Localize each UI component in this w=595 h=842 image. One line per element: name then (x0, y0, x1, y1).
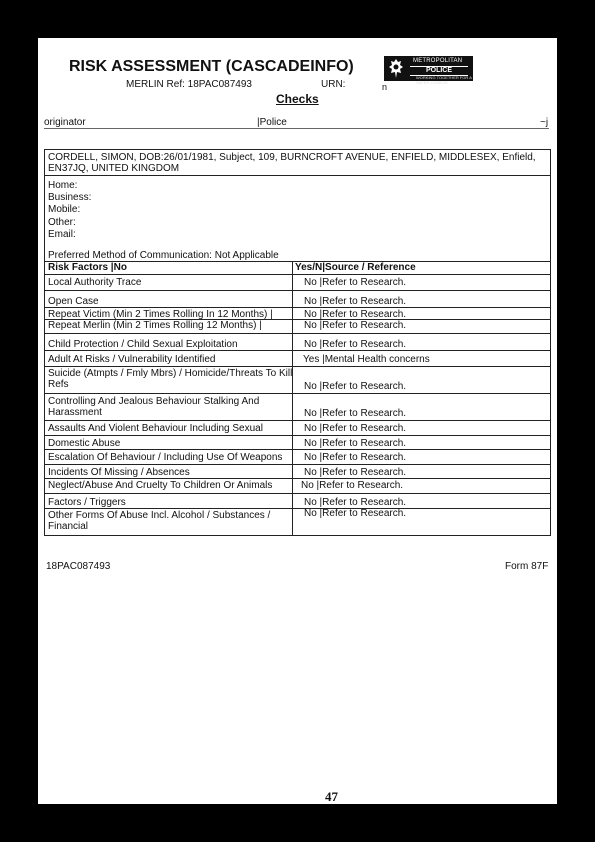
preferred-method: Preferred Method of Communication: Not Applicable (48, 250, 279, 261)
row-divider (45, 393, 550, 394)
risk-value: No |Refer to Research. (304, 339, 407, 350)
risk-factor-row: Open Case (48, 296, 99, 307)
contact-other: Other: (48, 217, 76, 228)
row-divider (45, 333, 550, 334)
crest-icon (388, 58, 404, 79)
risk-factor-row: Assaults And Violent Behaviour Including Sexual (48, 423, 263, 434)
risk-value: No |Refer to Research. (304, 296, 407, 307)
divider (45, 274, 550, 275)
risk-value: No |Refer to Research. (301, 480, 404, 491)
merlin-ref: MERLIN Ref: 18PAC087493 (126, 79, 252, 90)
row-divider (45, 420, 550, 421)
document-title: RISK ASSESSMENT (CASCADEINFO) (69, 58, 354, 75)
risk-factor-row: Neglect/Abuse And Cruelty To Children Or Animals (48, 480, 273, 491)
document-page (38, 38, 557, 804)
row-divider (45, 435, 550, 436)
row-divider (45, 350, 550, 351)
row-divider (45, 366, 550, 367)
met-police-logo (384, 56, 473, 85)
page-number: 47 (325, 789, 338, 804)
risk-value: No |Refer to Research. (304, 320, 407, 331)
risk-value: No |Refer to Research. (304, 497, 407, 508)
risk-value: No |Refer to Research. (304, 508, 407, 519)
risk-factor-row: Adult At Risks / Vulnerability Identified (48, 354, 216, 365)
originator-value: |Police (257, 117, 287, 128)
row-divider (45, 464, 550, 465)
risk-factor-row: Factors / Triggers (48, 497, 126, 508)
risk-value: No |Refer to Research. (304, 381, 407, 392)
risk-factor-row: Controlling And Jealous Behaviour Stalking And Harassment (48, 396, 260, 418)
risk-factor-row: Repeat Merlin (Min 2 Times Rolling 12 Months) | (48, 320, 262, 331)
row-divider (45, 290, 550, 291)
footer-form-number: Form 87F (505, 561, 549, 572)
risk-factor-row: Domestic Abuse (48, 438, 121, 449)
originator-end-mark: ~j (540, 117, 549, 128)
logo-police-text: POLICE (410, 66, 468, 76)
risk-factor-row: Repeat Victim (Min 2 Times Rolling In 12 Months) | (48, 309, 273, 320)
originator-label: originator (44, 117, 86, 128)
risk-value: No |Refer to Research. (304, 408, 407, 419)
contact-home: Home: (48, 180, 78, 191)
risk-assessment-box (44, 149, 551, 536)
risk-factor-row: Suicide (Atmpts / Fmly Mbrs) / Homicide/Threats To Kill Refs (48, 368, 293, 390)
risk-value: Yes |Mental Health concerns (303, 354, 430, 365)
risk-value: No |Refer to Research. (304, 309, 407, 320)
source-reference-header: Yes/N|Source / Reference (295, 262, 416, 273)
risk-factor-row: Child Protection / Child Sexual Exploitation (48, 339, 238, 350)
checks-heading: Checks (276, 92, 319, 106)
risk-value: No |Refer to Research. (304, 423, 407, 434)
contact-mobile: Mobile: (48, 204, 81, 215)
risk-factors-header: Risk Factors |No (48, 262, 127, 273)
risk-value: No |Refer to Research. (304, 467, 407, 478)
row-divider (45, 478, 550, 479)
row-divider (45, 508, 550, 509)
risk-factor-row: Escalation Of Behaviour / Including Use Of Weapons (48, 452, 283, 463)
urn-value: n (382, 82, 388, 92)
row-divider (45, 493, 550, 494)
originator-row (44, 117, 549, 129)
contact-email: Email: (48, 229, 76, 240)
divider (45, 175, 550, 176)
row-divider (45, 449, 550, 450)
contact-business: Business: (48, 192, 92, 203)
risk-value: No |Refer to Research. (304, 452, 407, 463)
urn-label: URN: (321, 79, 346, 90)
risk-factor-row: Incidents Of Missing / Absences (48, 467, 190, 478)
footer-reference: 18PAC087493 (46, 561, 111, 572)
subject-details: CORDELL, SIMON, DOB:26/01/1981, Subject, 109, BURNCROFT AVENUE, ENFIELD, MIDDLESEX, Enfield, EN37JQ, UNITED KINGDOM (48, 152, 536, 174)
row-divider (45, 307, 550, 308)
risk-value: No |Refer to Research. (304, 438, 407, 449)
risk-factor-row: Local Authority Trace (48, 277, 142, 288)
logo-top-text: METROPOLITAN (413, 58, 463, 64)
logo-tagline: WORKING TOGETHER FOR A SAFER LONDON (416, 75, 472, 85)
risk-value: No |Refer to Research. (304, 277, 407, 288)
risk-factor-row: Other Forms Of Abuse Incl. Alcohol / Substances / Financial (48, 510, 271, 532)
